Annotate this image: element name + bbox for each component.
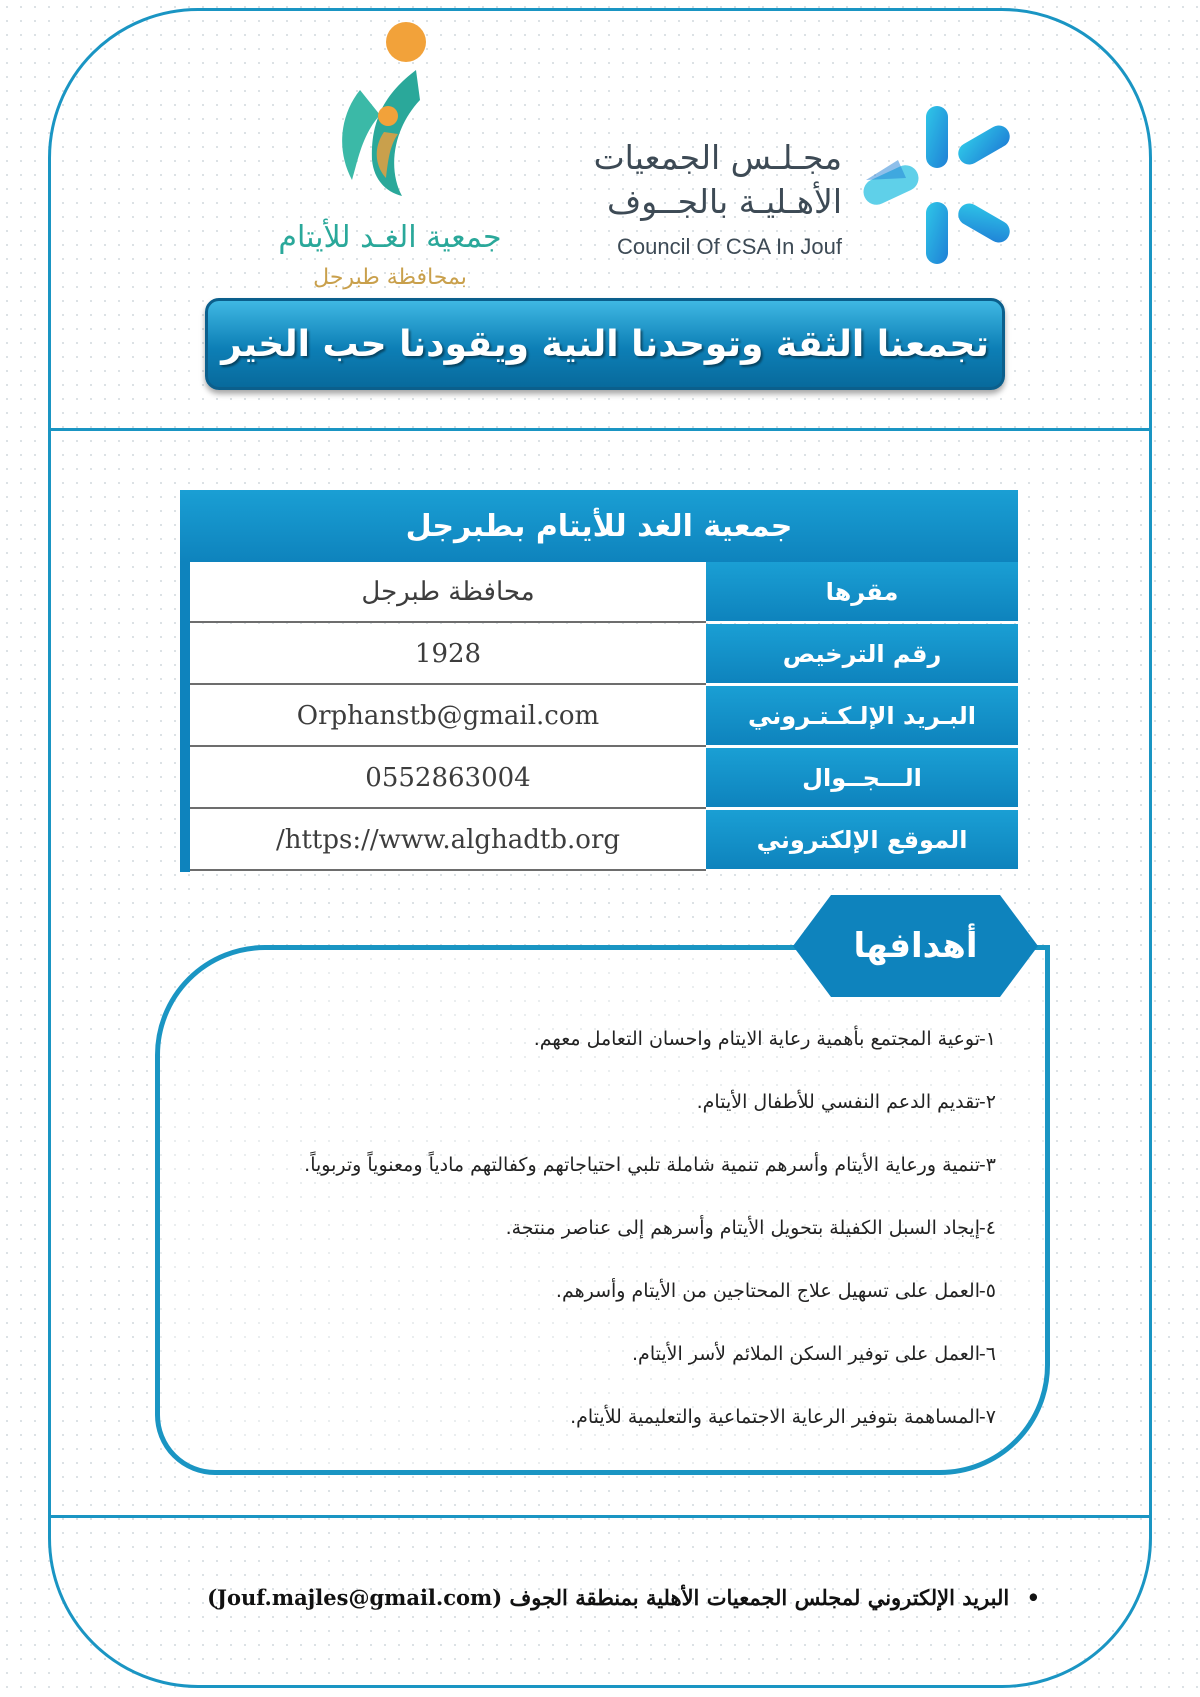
goal-number: ٢-: [978, 1091, 996, 1113]
council-logo-line1: مجـلـس الجمعيات: [593, 138, 842, 177]
goals-box: [155, 945, 1050, 1475]
ghad-logo: [250, 20, 540, 290]
info-table: [180, 490, 1018, 872]
mobile-value[interactable]: 0552863004: [190, 748, 706, 809]
goal-item: تقديم الدعم النفسي للأطفال الأيتام.: [696, 1091, 980, 1113]
table-row: [190, 810, 1018, 871]
goal-number: ١-: [978, 1028, 996, 1050]
goal-item: المساهمة بتوفير الرعاية الاجتماعية والتعليمية للأيتام.: [570, 1406, 980, 1428]
slogan-banner: تجمعنا الثقة وتوحدنا النية ويقودنا حب الخير: [205, 298, 1005, 390]
headquarters-label: مقرها: [706, 562, 1018, 623]
goal-number: ٦-: [978, 1343, 996, 1365]
email-link[interactable]: Orphanstb@gmail.com: [190, 686, 706, 747]
license-number-value: 1928: [190, 624, 706, 685]
mobile-label: الـــجــوال: [706, 748, 1018, 809]
goal-item: العمل على تسهيل علاج المحتاجين من الأيتام وأسرهم.: [555, 1280, 980, 1302]
goal-number: ٥-: [978, 1280, 996, 1302]
footer-contact: [180, 1585, 1040, 1610]
ghad-logo-subtitle: بمحافظة طبرجل: [313, 265, 467, 290]
website-label: الموقع الإلكتروني: [706, 810, 1018, 871]
footer-text: البريد الإلكتروني لمجلس الجمعيات الأهلية بمنطقة الجوف: [509, 1585, 1010, 1610]
table-row: [190, 624, 1018, 685]
table-row: [190, 686, 1018, 747]
council-logo: [590, 100, 1020, 280]
goal-number: ٤-: [978, 1217, 996, 1239]
license-number-label: رقم الترخيص: [706, 624, 1018, 685]
website-link[interactable]: /https://www.alghadtb.org: [190, 810, 706, 871]
footer-divider: [48, 1515, 1152, 1518]
orphans-association-logo-icon: [330, 20, 440, 200]
footer-email-link[interactable]: (Jouf.majles@gmail.com): [207, 1585, 503, 1610]
footer-bullet: •: [1026, 1585, 1040, 1610]
council-logo-english: Council Of CSA In Jouf: [617, 234, 842, 259]
headquarters-value: محافظة طبرجل: [190, 562, 706, 623]
table-row: [190, 562, 1018, 623]
table-row: [190, 748, 1018, 809]
email-label: البـريد الإلـكـتـروني: [706, 686, 1018, 747]
info-table-title: جمعية الغد للأيتام بطبرجل: [180, 490, 1018, 562]
goal-item: توعية المجتمع بأهمية رعاية الايتام واحسان التعامل معهم.: [533, 1028, 980, 1050]
goal-item: إيجاد السبل الكفيلة بتحويل الأيتام وأسرهم إلى عناصر منتجة.: [505, 1217, 980, 1239]
info-table-edge: [180, 562, 190, 872]
goal-number: ٣-: [978, 1154, 996, 1176]
header-divider: [48, 428, 1152, 431]
ghad-logo-name: جمعية الغـد للأيتام: [278, 220, 502, 255]
goals-title: أهدافها: [853, 926, 978, 966]
goal-item: العمل على توفير السكن الملائم لأسر الأيتام.: [632, 1343, 980, 1365]
goal-item: تنمية ورعاية الأيتام وأسرهم تنمية شاملة تلبي احتياجاتهم وكفالتهم مادياً ومعنوياً وتربوياً.: [304, 1154, 980, 1176]
council-star-logo-icon: [858, 100, 1018, 270]
council-logo-line2: الأهـليـة بالجــوف: [607, 182, 842, 221]
goal-number: ٧-: [978, 1406, 996, 1428]
